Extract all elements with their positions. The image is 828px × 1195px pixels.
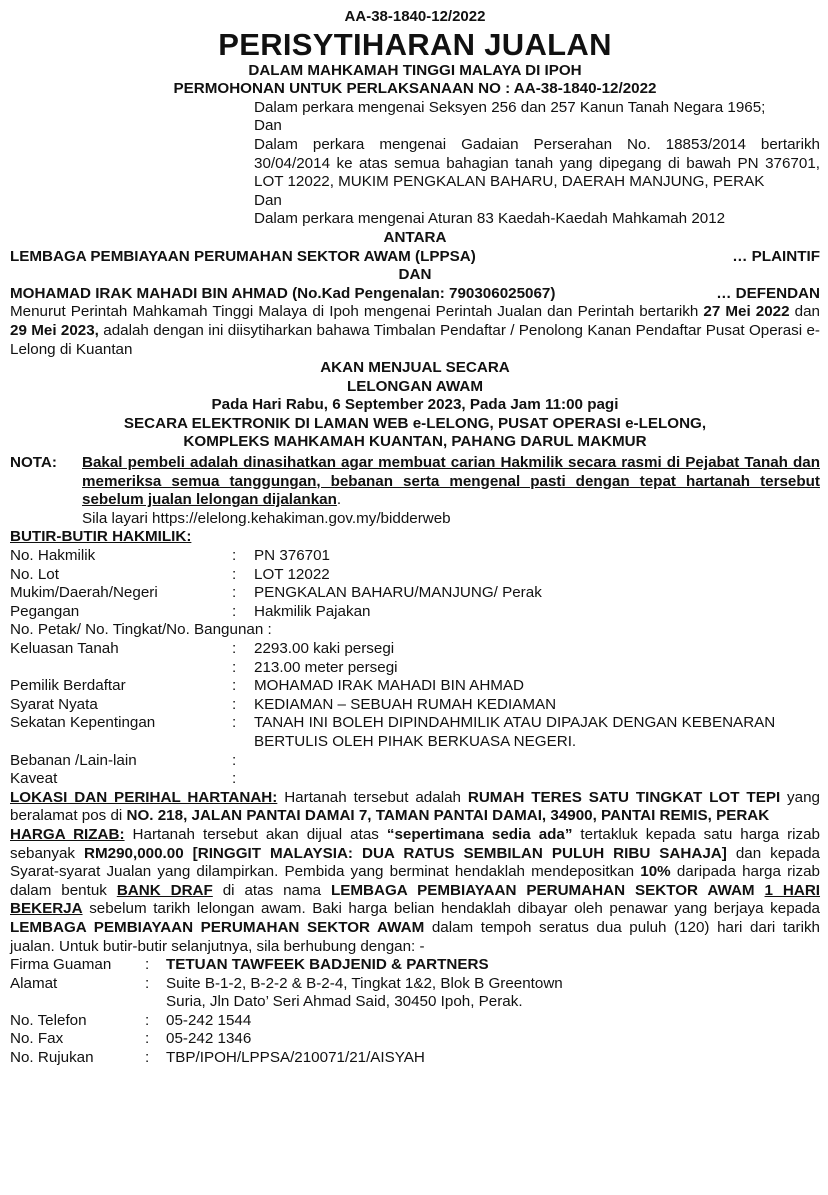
auction-date: Pada Hari Rabu, 6 September 2023, Pada Jam 11:00 pagi xyxy=(211,396,619,414)
butir-heading: BUTIR-BUTIR HAKMILIK: xyxy=(10,528,192,546)
plaintiff-name: LEMBAGA PEMBIAYAAN PERUMAHAN SEKTOR AWAM (LPPSA) xyxy=(10,247,476,265)
field-separator: : xyxy=(232,751,237,769)
auction-venue-1: SECARA ELEKTRONIK DI LAMAN WEB e-LELONG, PUSAT OPERASI e-LELONG, xyxy=(123,414,707,432)
field-label: Pegangan xyxy=(10,602,80,620)
defendant-role: … DEFENDAN xyxy=(716,284,820,302)
field-value: KEDIAMAN – SEBUAH RUMAH KEDIAMAN xyxy=(254,695,557,713)
matter-1: Dalam perkara mengenai Seksyen 256 dan 257 Kanun Tanah Negara 1965; xyxy=(254,98,766,116)
nota-text: Bakal pembeli adalah dinasihatkan agar membuat carian Hakmilik secara rasmi di Pejabat Tanah dan memeriksa semua tanggungan, bebanan serta mengenal pasti dengan tepat hartanah tersebut sebelum jualan lelongan dijalankan. xyxy=(82,454,820,509)
dan-heading: DAN xyxy=(398,266,432,284)
field-value: 2293.00 kaki persegi xyxy=(254,640,395,657)
field-label: Mukim/Daerah/Negeri xyxy=(10,584,158,602)
field-value: TANAH INI BOLEH DIPINDAHMILIK ATAU DIPAJAK DENGAN KEBENARAN BERTULIS OLEH PIHAK BERKUASA NEGERI. xyxy=(254,714,776,750)
butir-row xyxy=(10,714,820,751)
butir-row xyxy=(10,584,820,603)
contact-section xyxy=(10,956,820,1068)
contact-fax: No. Fax : 05-242 1346 xyxy=(10,1030,252,1048)
field-value: 213.00 meter persegi xyxy=(254,658,398,676)
defendant-name: MOHAMAD IRAK MAHADI BIN AHMAD (No.Kad Pengenalan: 790306025067) xyxy=(10,284,556,302)
field-label: Sekatan Kepentingan xyxy=(10,714,156,732)
butir-row xyxy=(10,566,820,585)
auction-line-1: AKAN MENJUAL SECARA xyxy=(320,359,510,377)
harga-paragraph: HARGA RIZAB: Hartanah tersebut akan dijual atas “sepertimana sedia ada” tertakluk kepada satu harga rizab sebanyak RM290,000.00 [RINGGIT MALAYSIA: DUA RATUS SEMBILAN PULUH RIBU SAHAJA] dan kepada Syarat-syarat Jualan yang dilampirkan. Pembida yang berminat hendaklah mendepositkan 10% daripada harga rizab dalam bentuk BANK DRAF di atas nama LEMBAGA PEMBIAYAAN PERUMAHAN SEKTOR AWAM 1 HARI BEKERJA sebelum tarikh lelongan awam. Baki harga belian hendaklah dibayar oleh penawar yang berjaya kepada LEMBAGA PEMBIAYAAN PERUMAHAN SEKTOR AWAM dalam tempoh seratus dua puluh (120) hari dari tarikh jualan. Untuk butir-butir selanjutnya, sila berhubung dengan: - xyxy=(10,825,821,955)
butir-row xyxy=(10,696,820,715)
lokasi-paragraph: LOKASI DAN PERIHAL HARTANAH: Hartanah tersebut adalah RUMAH TERES SATU TINGKAT LOT TEPI yang beralamat pos di NO. 218, JALAN PANTAI DAMAI 7, TAMAN PANTAI DAMAI, 34900, PANTAI REMIS, PERAK xyxy=(10,788,820,825)
plaintiff-role: … PLAINTIF xyxy=(732,247,820,265)
petak-row: No. Petak/ No. Tingkat/No. Bangunan : xyxy=(10,621,272,639)
butir-row xyxy=(10,770,820,789)
field-value: MOHAMAD IRAK MAHADI BIN AHMAD xyxy=(254,677,525,695)
butir-row xyxy=(10,547,820,566)
field-value: PN 376701 xyxy=(254,547,330,565)
field-label: Syarat Nyata xyxy=(10,695,98,713)
field-label xyxy=(10,659,232,678)
field-separator: : xyxy=(232,584,237,602)
case-number-top: AA-38-1840-12/2022 xyxy=(344,8,486,25)
intro-paragraph: Menurut Perintah Mahkamah Tinggi Malaya di Ipoh mengenai Perintah Jualan dan Perintah bertarikh 27 Mei 2022 dan 29 Mei 2023, adalah dengan ini diisytiharkan bahawa Timbalan Pendaftar / Penolong Kanan Pendaftar Pusat Operasi e-Lelong di Kuantan xyxy=(10,303,821,358)
nota-label: NOTA: xyxy=(10,454,57,472)
nota-website: Sila layari https://elelong.kehakiman.gov.my/bidderweb xyxy=(82,509,451,527)
sale-notice-document xyxy=(10,8,820,1068)
contact-firma: Firma Guaman : TETUAN TAWFEEK BADJENID & PARTNERS xyxy=(10,956,489,974)
field-separator: : xyxy=(232,658,237,676)
matter-2: Dalam perkara mengenai Gadaian Perserahan No. 18853/2014 bertarikh 30/04/2014 ke atas semua bahagian tanah yang dipegang di bawah PN 376701, LOT 12022, MUKIM PENGKALAN BAHARU, DAERAH MANJUNG, PERAK xyxy=(254,135,820,191)
butir-row xyxy=(10,603,820,622)
butir-row xyxy=(10,752,820,771)
field-separator: : xyxy=(232,770,237,788)
court-name: DALAM MAHKAMAH TINGGI MALAYA DI IPOH xyxy=(248,61,582,79)
auction-line-2: LELONGAN AWAM xyxy=(346,377,484,395)
butir-rows xyxy=(10,547,820,621)
butir-row xyxy=(10,659,820,678)
field-separator: : xyxy=(232,695,237,713)
matter-3: Dalam perkara mengenai Aturan 83 Kaedah-Kaedah Mahkamah 2012 xyxy=(254,210,726,228)
field-label: Bebanan /Lain-lain xyxy=(10,751,137,769)
field-separator: : xyxy=(232,677,237,695)
matter-dan-2: Dan xyxy=(254,191,282,209)
field-label: Pemilik Berdaftar xyxy=(10,677,126,695)
field-value xyxy=(254,752,820,771)
page-title: PERISYTIHARAN JUALAN xyxy=(218,26,612,62)
contact-telefon: No. Telefon : 05-242 1544 xyxy=(10,1011,252,1029)
field-value: Hakmilik Pajakan xyxy=(254,602,371,620)
contact-rujukan: No. Rujukan : TBP/IPOH/LPPSA/210071/21/AISYAH xyxy=(10,1049,425,1067)
field-value: LOT 12022 xyxy=(254,565,330,583)
matter-dan-1: Dan xyxy=(254,117,282,135)
defendant-row xyxy=(10,285,820,304)
field-separator: : xyxy=(232,602,237,620)
antara-heading: ANTARA xyxy=(383,228,447,246)
auction-venue-2: KOMPLEKS MAHKAMAH KUANTAN, PAHANG DARUL MAKMUR xyxy=(183,433,647,451)
field-value xyxy=(254,770,820,789)
field-label: No. Hakmilik xyxy=(10,547,96,565)
field-label: Kaveat xyxy=(10,770,58,788)
field-value: PENGKALAN BAHARU/MANJUNG/ Perak xyxy=(254,584,542,602)
nota-section xyxy=(10,454,820,528)
butir-row xyxy=(10,677,820,696)
application-number: PERMOHONAN UNTUK PERLAKSANAAN NO : AA-38-1840-12/2022 xyxy=(173,80,657,98)
field-separator: : xyxy=(232,547,237,565)
field-separator: : xyxy=(232,640,237,657)
butir-rows-2 xyxy=(10,640,820,789)
field-label: No. Lot xyxy=(10,565,59,583)
field-separator: : xyxy=(232,565,237,583)
field-label: Keluasan Tanah xyxy=(10,640,119,657)
plaintiff-row xyxy=(10,248,820,267)
contact-alamat: Alamat : Suite B-1-2, B-2-2 & B-2-4, Tingkat 1&2, Blok B Greentown Suria, Jln Dato’ Seri Ahmad Said, 30450 Ipoh, Perak. xyxy=(10,974,563,1011)
field-separator: : xyxy=(232,714,237,732)
butir-row xyxy=(10,640,820,659)
